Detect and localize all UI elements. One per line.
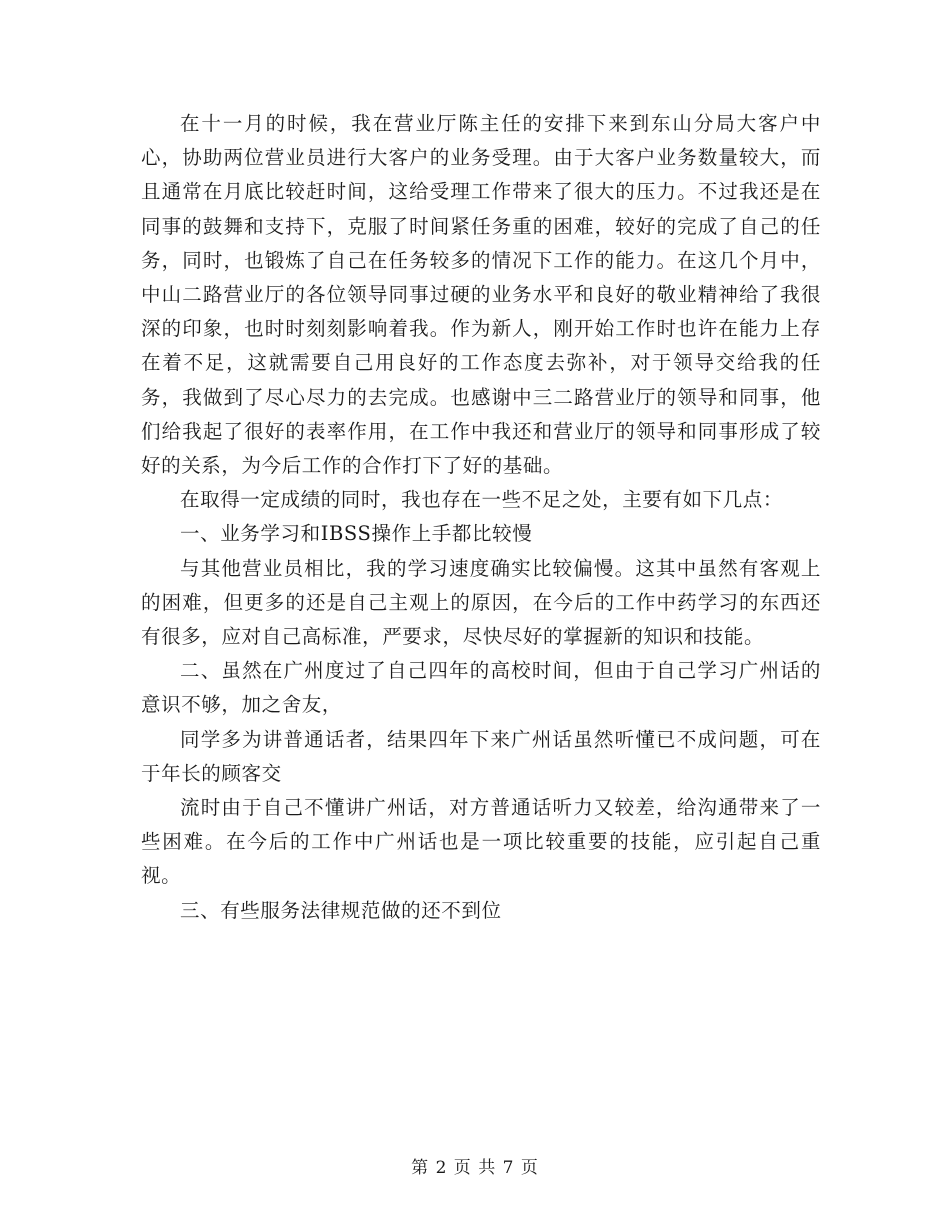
heading-point-two: 二、虽然在广州度过了自己四年的高校时间，但由于自己学习广州话的意识不够，加之舍友， xyxy=(141,659,821,717)
document-body xyxy=(141,107,821,928)
paragraph-november-work: 在十一月的时候，我在营业厅陈主任的安排下来到东山分局大客户中心，协助两位营业员进行大客户的业务受理。由于大客户业务数量较大，而且通常在月底比较赶时间，这给受理工作带来了很大的压力。不过我还是在同事的鼓舞和支持下，克服了时间紧任务重的困难，较好的完成了自己的任务，同时，也锻炼了自己在任务较多的情况下工作的能力。在这几个月中，中山二路营业厅的各位领导同事过硬的业务水平和良好的敬业精神给了我很深的印象，也时时刻刻影响着我。作为新人，刚开始工作时也许在能力上存在着不足，这就需要自己用良好的工作态度去弥补，对于领导交给我的任务，我做到了尽心尽力的去完成。也感谢中三二路营业厅的领导和同事，他们给我起了很好的表率作用，在工作中我还和营业厅的领导和同事形成了较好的关系，为今后工作的合作打下了好的基础。 xyxy=(141,112,821,478)
paragraph-classmates: 同学多为讲普通话者，结果四年下来广州话虽然听懂已不成问题，可在于年长的顾客交 xyxy=(141,727,821,785)
heading-point-three: 三、有些服务法律规范做的还不到位 xyxy=(180,898,502,922)
paragraph-cantonese: 流时由于自己不懂讲广州话，对方普通话听力又较差，给沟通带来了一些困难。在今后的工作中广州话也是一项比较重要的技能，应引起自己重视。 xyxy=(141,796,821,888)
paragraph-learning-speed: 与其他营业员相比，我的学习速度确实比较偏慢。这其中虽然有客观上的困难，但更多的还是自己主观上的原因，在今后的工作中药学习的东西还有很多，应对自己高标准，严要求，尽快尽好的掌握新的知识和技能。 xyxy=(141,556,821,649)
page-number-footer: 第 2 页 共 7 页 xyxy=(411,1158,539,1178)
paragraph-shortcomings-intro: 在取得一定成绩的同时，我也存在一些不足之处，主要有如下几点： xyxy=(180,488,784,512)
heading-point-one: 一、业务学习和IBSS操作上手都比较慢 xyxy=(180,522,533,546)
